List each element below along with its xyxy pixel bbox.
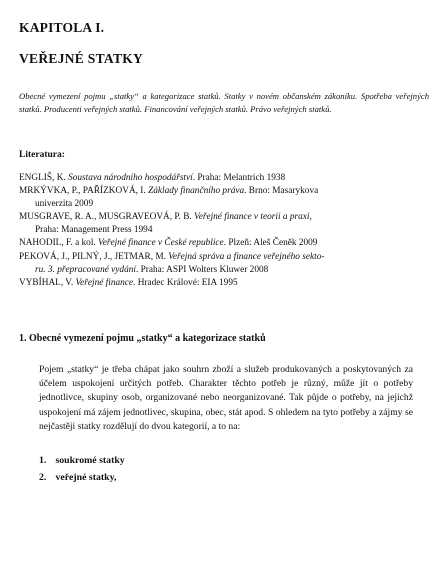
reference-continuation	[19, 224, 431, 237]
literature-heading: Literatura:	[19, 150, 65, 160]
reference-item	[19, 277, 431, 290]
reference-author: VYBÍHAL, V.	[19, 277, 76, 288]
reference-title: Základy finančního práva	[148, 186, 245, 197]
reference-item	[19, 251, 431, 277]
chapter-abstract: Obecné vymezení pojmu „statky“ a kategorizace statků. Statky v novém občanském zákoníku. Spotřeba veřejných statků. Producenti veřejných statků. Financování veřejných statků. Právo veřejných statků.	[19, 91, 429, 114]
reference-list	[19, 172, 431, 290]
list-text: veřejné statky,	[55, 472, 117, 483]
reference-author: MUSGRAVE, R. A., MUSGRAVEOVÁ, P. B.	[19, 212, 195, 223]
reference-item	[19, 237, 431, 250]
reference-continuation	[19, 198, 431, 211]
reference-author: PEKOVÁ, J., PILNÝ, J., JETMAR, M.	[19, 251, 169, 262]
reference-publisher: . Plzeň: Aleš Čeněk 2009	[223, 238, 318, 249]
reference-publisher: ,	[309, 212, 312, 223]
reference-title: Veřejné finance v České republice	[98, 238, 224, 249]
reference-author: NAHODIL, F. a kol.	[19, 238, 99, 249]
section-heading: 1. Obecné vymezení pojmu „statky“ a kategorizace statků	[19, 333, 266, 344]
reference-title: ru. 3. přepracované vydání	[35, 264, 136, 275]
reference-publisher: . Brno: Masarykova	[244, 186, 319, 197]
chapter-label: KAPITOLA I.	[19, 20, 105, 35]
reference-author: MRKÝVKA, P., PAŘÍZKOVÁ, I.	[19, 186, 149, 197]
reference-publisher: . Hradec Králové: EIA 1995	[133, 277, 238, 288]
reference-author: ENGLIŠ, K.	[19, 173, 69, 183]
list-number: 2.	[39, 472, 47, 483]
list-number: 1.	[39, 455, 47, 466]
reference-item	[19, 185, 431, 211]
reference-item	[19, 211, 431, 237]
reference-title: Soustava národního hospodářství	[68, 173, 193, 183]
reference-publisher: Praha: Management Press 1994	[35, 225, 153, 236]
reference-continuation	[19, 264, 431, 277]
reference-publisher: univerzita 2009	[35, 199, 94, 210]
reference-item	[19, 172, 431, 185]
list-item	[39, 469, 125, 486]
reference-title: Veřejná správa a finance veřejného sekto-	[168, 251, 325, 262]
reference-title: Veřejné finance v teorii a praxi	[194, 212, 310, 223]
list-item	[39, 452, 125, 469]
reference-publisher: . Praha: ASPI Wolters Kluwer 2008	[135, 264, 269, 275]
chapter-title: VEŘEJNÉ STATKY	[19, 51, 144, 66]
list-text: soukromé statky	[55, 455, 125, 466]
category-list	[39, 452, 125, 486]
reference-publisher: . Praha: Melantrich 1938	[192, 173, 286, 183]
reference-title: Veřejné finance	[75, 277, 134, 288]
section-paragraph: Pojem „statky“ je třeba chápat jako souhrn zboží a služeb produkovaných a poskytovaných za účelem uspokojení určitých potřeb. Charakter těchto potřeb je různý, může jít o potřeby jednotlivce, skupiny osob, organizované nebo neorganizované. Tak půjde o potřeby, na jejichž uspokojení má zájem jednotlivec, skupina, obec, stát apod. S ohledem na tyto potřeby a zájmy se nejčastěji statky rozdělují do dvou kategorií, a to na:	[39, 364, 413, 432]
